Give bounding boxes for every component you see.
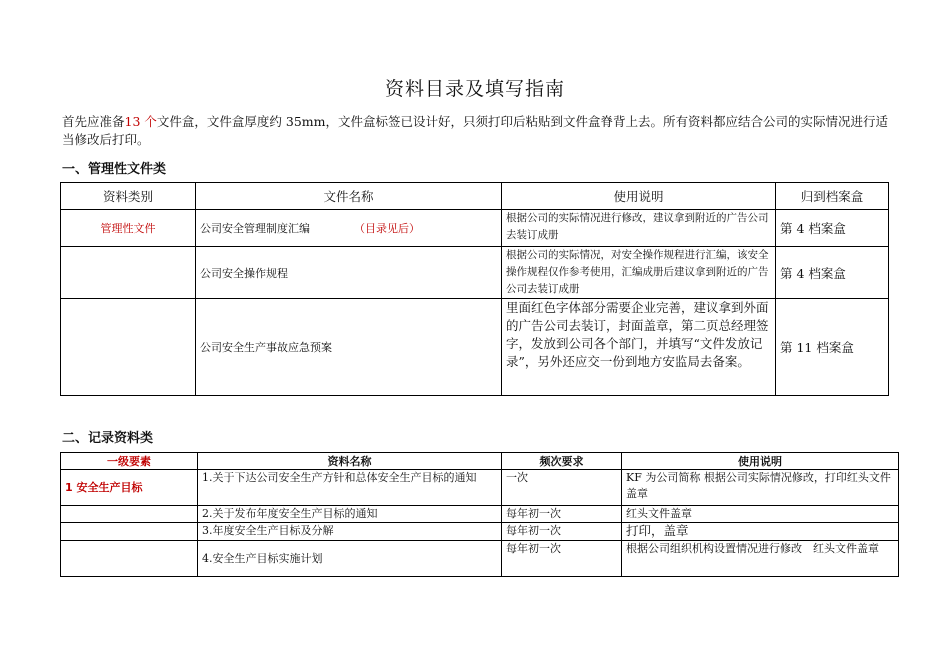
table-header-row	[61, 453, 899, 470]
record-frequency: 一次	[502, 470, 622, 506]
table-row	[61, 470, 899, 506]
table-row	[61, 523, 899, 541]
record-element	[61, 541, 198, 577]
record-frequency: 每年初一次	[502, 541, 622, 577]
intro-count: 13 个	[124, 114, 157, 129]
record-element	[61, 523, 198, 541]
intro-paragraph	[62, 113, 892, 149]
doc-box: 第 11 档案盒	[776, 299, 889, 396]
page-title: 资料目录及填写指南	[384, 78, 565, 100]
doc-box: 第 4 档案盒	[776, 210, 889, 247]
doc-desc: 根据公司的实际情况进行修改，建议拿到附近的广告公司去装订成册	[502, 210, 776, 247]
records-table	[60, 452, 906, 577]
record-usage: KF 为公司简称 根据公司实际情况修改，打印红头文件 盖章	[622, 470, 899, 506]
doc-name: 公司安全操作规程	[196, 247, 502, 299]
table-row	[61, 506, 899, 523]
doc-name-text: 公司安全管理制度汇编	[200, 222, 310, 235]
doc-category: 管理性文件	[61, 210, 196, 247]
table-row	[61, 299, 889, 396]
record-usage: 红头文件盖章	[622, 506, 899, 523]
header-frequency: 频次要求	[502, 453, 622, 470]
record-name: 2.关于发布年度安全生产目标的通知	[198, 506, 502, 523]
section1-heading: 一、管理性文件类	[62, 162, 167, 177]
management-docs-table	[60, 182, 889, 396]
record-name: 3.年度安全生产目标及分解	[198, 523, 502, 541]
header-category: 资料类别	[61, 183, 196, 210]
header-usage: 使用说明	[622, 453, 899, 470]
intro-post: 文件盒，文件盒厚度约 35mm，文件盒标签已设计好，只须打印后粘贴到文件盒脊背上去。所有资料都应结合公司的实际情况进行适当修改后打印。	[62, 114, 888, 147]
header-name: 文件名称	[196, 183, 502, 210]
intro-pre: 首先应准备	[62, 114, 125, 129]
record-name: 1.关于下达公司安全生产方针和总体安全生产目标的通知	[198, 470, 502, 506]
section2-heading: 二、记录资料类	[62, 431, 154, 446]
doc-category	[61, 299, 196, 396]
record-element: 1 安全生产目标	[61, 470, 198, 506]
header-desc: 使用说明	[502, 183, 776, 210]
doc-name	[196, 210, 502, 247]
table-row	[61, 210, 889, 247]
header-element: 一级要素	[61, 453, 198, 470]
doc-desc: 里面红色字体部分需要企业完善，建议拿到外面的广告公司去装订，封面盖章，第二页总经理签字，发放到公司各个部门，并填写“文件发放记录”，另外还应交一份到地方安监局去备案。	[502, 299, 776, 396]
table-row	[61, 541, 899, 577]
header-box: 归到档案盒	[776, 183, 889, 210]
record-usage: 根据公司组织机构设置情况进行修改 红头文件盖章	[622, 541, 899, 577]
record-name: 4.安全生产目标实施计划	[198, 541, 502, 577]
table-row	[61, 247, 889, 299]
doc-desc: 根据公司的实际情况，对安全操作规程进行汇编，该安全操作规程仅作参考使用，汇编成册后建议拿到附近的广告公司去装订成册	[502, 247, 776, 299]
table-header-row	[61, 183, 889, 210]
doc-category	[61, 247, 196, 299]
header-record-name: 资料名称	[198, 453, 502, 470]
doc-note: （目录见后）	[354, 222, 420, 235]
doc-name: 公司安全生产事故应急预案	[196, 299, 502, 396]
doc-box: 第 4 档案盒	[776, 247, 889, 299]
record-element	[61, 506, 198, 523]
record-usage: 打印，盖章	[622, 523, 899, 541]
record-frequency: 每年初一次	[502, 523, 622, 541]
record-frequency: 每年初一次	[502, 506, 622, 523]
